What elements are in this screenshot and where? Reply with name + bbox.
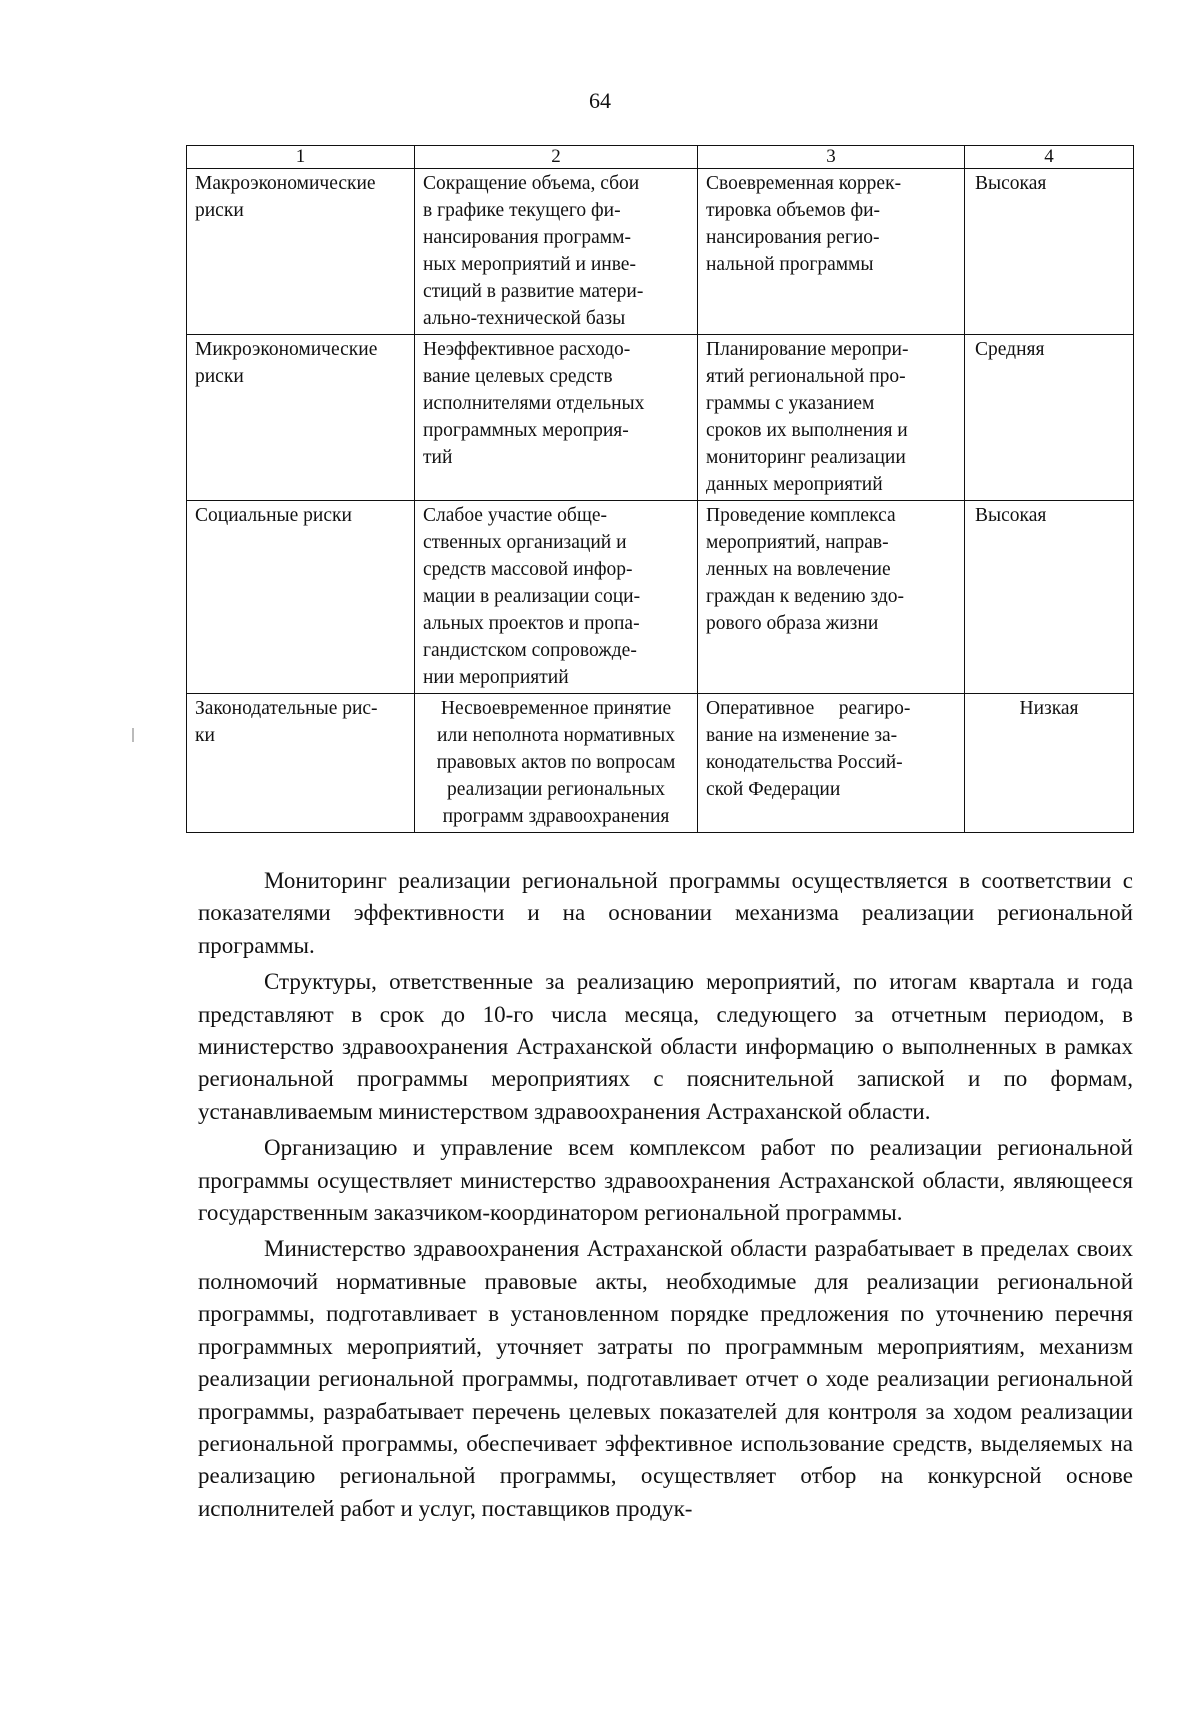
paragraph: Организацию и управление всем комплексом работ по реализации региональной программы осуществляет министерство здравоохранения Астраханской области, являющееся государственным заказчиком-координатором региональной программы. [198,1135,1133,1226]
cell-line: Сокращение объема, сбои [423,173,640,194]
table-header-row [187,146,1134,169]
cell-line: Социальные риски [195,505,352,526]
cell-line: данных мероприятий [706,474,883,495]
cell-line: исполнителями отдельных [423,393,645,414]
cell-line: мероприятий, направ- [706,532,889,553]
table-row [187,501,1134,694]
cell-line: риски [195,200,244,221]
cell-line: граждан к ведению здо- [706,586,905,607]
cell-line: ской Федерации [706,779,841,800]
cell-line: рового образа жизни [706,613,879,634]
column-header: 1 [187,146,415,169]
paragraph: Мониторинг реализации региональной программы осуществляется в соответствии с показателями эффективности и на основании механизма реализации региональной программы. [198,868,1133,958]
cell-line: программных мероприя- [423,420,629,441]
risk-type-cell [187,694,415,833]
cell-line: ки [195,725,215,746]
cell-line: нансирования регио- [706,227,880,248]
risk-measures-cell [698,335,965,501]
risk-level-cell: Средняя [965,335,1134,501]
risk-description-cell [415,501,698,694]
cell-line: ленных на вовлечение [706,559,891,580]
cell-line: тий [423,447,453,468]
cell-line: средств массовой инфор- [423,559,633,580]
cell-line: Оперативное реагиро- [706,698,911,719]
risk-type-cell [187,335,415,501]
column-header: 3 [698,146,965,169]
cell-line: Своевременная коррек- [706,173,902,194]
cell-line: вание целевых средств [423,366,613,387]
cell-line: тировка объемов фи- [706,200,881,221]
risk-description-cell [415,335,698,501]
cell-line: ально-технической базы [423,308,626,329]
cell-line: правовых актов по вопросам [436,752,676,773]
cell-line: гандистском сопровожде- [423,640,637,661]
cell-line: Проведение комплекса [706,505,896,526]
cell-line: в графике текущего фи- [423,200,621,221]
cell-line: мониторинг реализации [706,447,906,468]
cell-line: мации в реализации соци- [423,586,641,607]
column-header: 2 [415,146,698,169]
risk-measures-cell [698,501,965,694]
risk-level-cell: Высокая [965,501,1134,694]
cell-line: ственных организаций и [423,532,627,553]
cell-line: или неполнота нормативных [437,725,675,746]
cell-line: риски [195,366,244,387]
cell-line: Слабое участие обще- [423,505,608,526]
body-text [198,865,1133,1529]
cell-line: Законодательные рис- [195,698,378,719]
risk-type-cell [187,169,415,335]
risk-level-cell: Низкая [965,694,1134,833]
risk-description-cell [415,169,698,335]
risk-level-cell: Высокая [965,169,1134,335]
cell-line: стиций в развитие матери- [423,281,644,302]
table-row [187,694,1134,833]
cell-line: альных проектов и пропа- [423,613,640,634]
risk-description-cell [415,694,698,833]
cell-line: сроков их выполнения и [706,420,908,441]
page-number: 64 [589,88,611,113]
table-row [187,335,1134,501]
risk-measures-cell [698,169,965,335]
cell-line: конодательства Россий- [706,752,903,773]
cell-line: Макроэкономические [195,173,376,194]
cell-line: Неэффективное расходо- [423,339,631,360]
cell-line: нии мероприятий [423,667,569,688]
table-row [187,169,1134,335]
cell-line: реализации региональных [447,779,665,800]
risk-table [186,145,1134,833]
paragraph: Министерство здравоохранения Астраханской области разрабатывает в пределах своих полномочий нормативные правовые акты, необходимые для реализации региональной программы, подготавливает в установленном порядке предложения по уточнению перечня программных мероприятий, уточняет затраты по программным мероприятиям, механизм реализации региональной программы, подготавливает отчет о ходе реализации региональной программы, разрабатывает перечень целевых показателей для контроля за ходом реализации региональной программы, обеспечивает эффективное использование средств, выделяемых на реализацию региональной программы, осуществляет отбор на конкурсной основе исполнителей работ и услуг, поставщиков продук- [198,1236,1133,1521]
cell-line: нальной программы [706,254,874,275]
cell-line: ных мероприятий и инве- [423,254,636,275]
cell-line: Планирование меропри- [706,339,909,360]
cell-line: Несвоевременное принятие [440,698,672,719]
cell-line: ятий региональной про- [706,366,906,387]
cell-line: нансирования программ- [423,227,631,248]
risk-type-cell [187,501,415,694]
cell-line: граммы с указанием [706,393,875,414]
cell-line: программ здравоохранения [442,806,670,827]
paragraph: Структуры, ответственные за реализацию мероприятий, по итогам квартала и года представляют в срок до 10-го числа месяца, следующего за отчетным периодом, в министерство здравоохранения Астраханской области информацию о выполненных в рамках региональной программы мероприятиях с пояснительной запиской и по формам, устанавливаемым министерством здравоохранения Астраханской области. [198,969,1133,1124]
risk-measures-cell [698,694,965,833]
scan-margin-mark [132,728,134,742]
cell-line: вание на изменение за- [706,725,898,746]
cell-line: Микроэкономические [195,339,378,360]
column-header: 4 [965,146,1134,169]
